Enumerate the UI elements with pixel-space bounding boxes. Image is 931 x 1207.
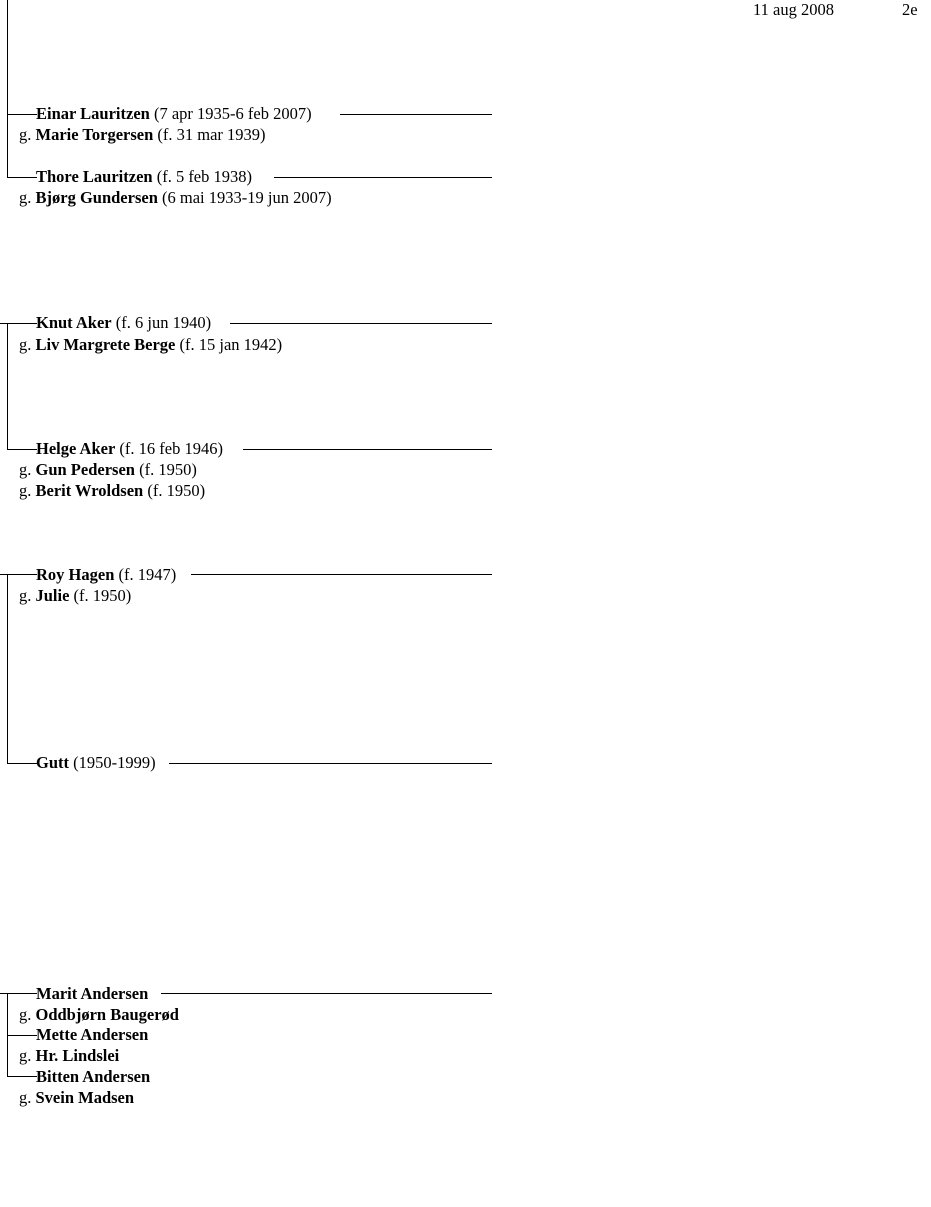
spouse-dates: (6 mai 1933-19 jun 2007) [162,188,332,207]
spouse-entry: g. Bjørg Gundersen (6 mai 1933-19 jun 2007) [19,188,332,207]
spouse-dates: (f. 1950) [73,586,132,605]
person-entry [36,753,156,773]
parent-link [0,993,7,994]
spouse-name: Oddbjørn Baugerød [35,1005,179,1024]
spouse-name: Gun Pedersen [35,460,135,479]
person-dates: (f. 16 feb 1946) [119,439,223,458]
generation-line [274,177,492,178]
branch-line [7,449,37,450]
person-name: Einar Lauritzen [36,104,150,123]
spouse-name: Julie [35,586,70,605]
spouse-dates: (f. 31 mar 1939) [157,125,266,144]
person-entry [36,1067,150,1087]
spouse-name: Bjørg Gundersen [35,188,158,207]
person-name: Thore Lauritzen [36,167,153,186]
spouse-name: Svein Madsen [35,1088,135,1107]
parent-link [0,574,7,575]
person-entry [36,984,148,1004]
spouse-dates: (f. 1950) [139,460,197,479]
spouse-entry: g. Svein Madsen [19,1088,135,1107]
generation-line [161,993,492,994]
spouse-name: Marie Torgersen [35,125,154,144]
generation-line [243,449,492,450]
tree-connector [7,0,8,178]
spouse-entry: g. Marie Torgersen (f. 31 mar 1939) [19,125,266,144]
generation-line [230,323,492,324]
person-entry [36,1025,148,1045]
print-date: 11 aug 2008 [753,0,834,19]
spouse-name: Hr. Lindslei [35,1046,120,1065]
person-entry [36,167,252,187]
person-name: Helge Aker [36,439,116,458]
person-name: Knut Aker [36,313,112,332]
generation-line [169,763,492,764]
spouse-dates: (f. 15 jan 1942) [179,335,283,354]
spouse-name: Berit Wroldsen [35,481,144,500]
person-entry [36,439,223,459]
branch-line [7,993,37,994]
person-entry [36,565,176,585]
spouse-dates: (f. 1950) [147,481,206,500]
spouse-entry: g. Oddbjørn Baugerød [19,1005,179,1024]
person-dates: (f. 1947) [118,565,177,584]
generation-line [340,114,492,115]
person-name: Mette Andersen [36,1025,149,1044]
branch-line [7,177,37,178]
branch-line [7,323,37,324]
person-name: Marit Andersen [36,984,149,1003]
person-name: Gutt [36,753,69,772]
person-name: Roy Hagen [36,565,115,584]
branch-line [7,763,37,764]
spouse-entry: g. Berit Wroldsen (f. 1950) [19,481,206,500]
spouse-entry: g. Gun Pedersen (f. 1950) [19,460,197,479]
page-number: 2e [902,0,918,19]
parent-link [0,323,7,324]
person-entry [36,104,312,124]
spouse-name: Liv Margrete Berge [35,335,176,354]
branch-line [7,574,37,575]
spouse-entry: g. Liv Margrete Berge (f. 15 jan 1942) [19,335,283,354]
person-dates: (f. 5 feb 1938) [156,167,253,186]
branch-line [7,1035,37,1036]
branch-line [7,1076,37,1077]
spouse-entry: g. Julie (f. 1950) [19,586,132,605]
person-entry [36,313,211,333]
person-dates: (1950-1999) [73,753,156,772]
person-dates: (7 apr 1935-6 feb 2007) [153,104,312,123]
spouse-entry: g. Hr. Lindslei [19,1046,120,1065]
tree-connector [7,323,8,450]
generation-line [191,574,492,575]
branch-line [7,114,37,115]
person-name: Bitten Andersen [36,1067,151,1086]
tree-connector [7,574,8,764]
person-dates: (f. 6 jun 1940) [115,313,212,332]
